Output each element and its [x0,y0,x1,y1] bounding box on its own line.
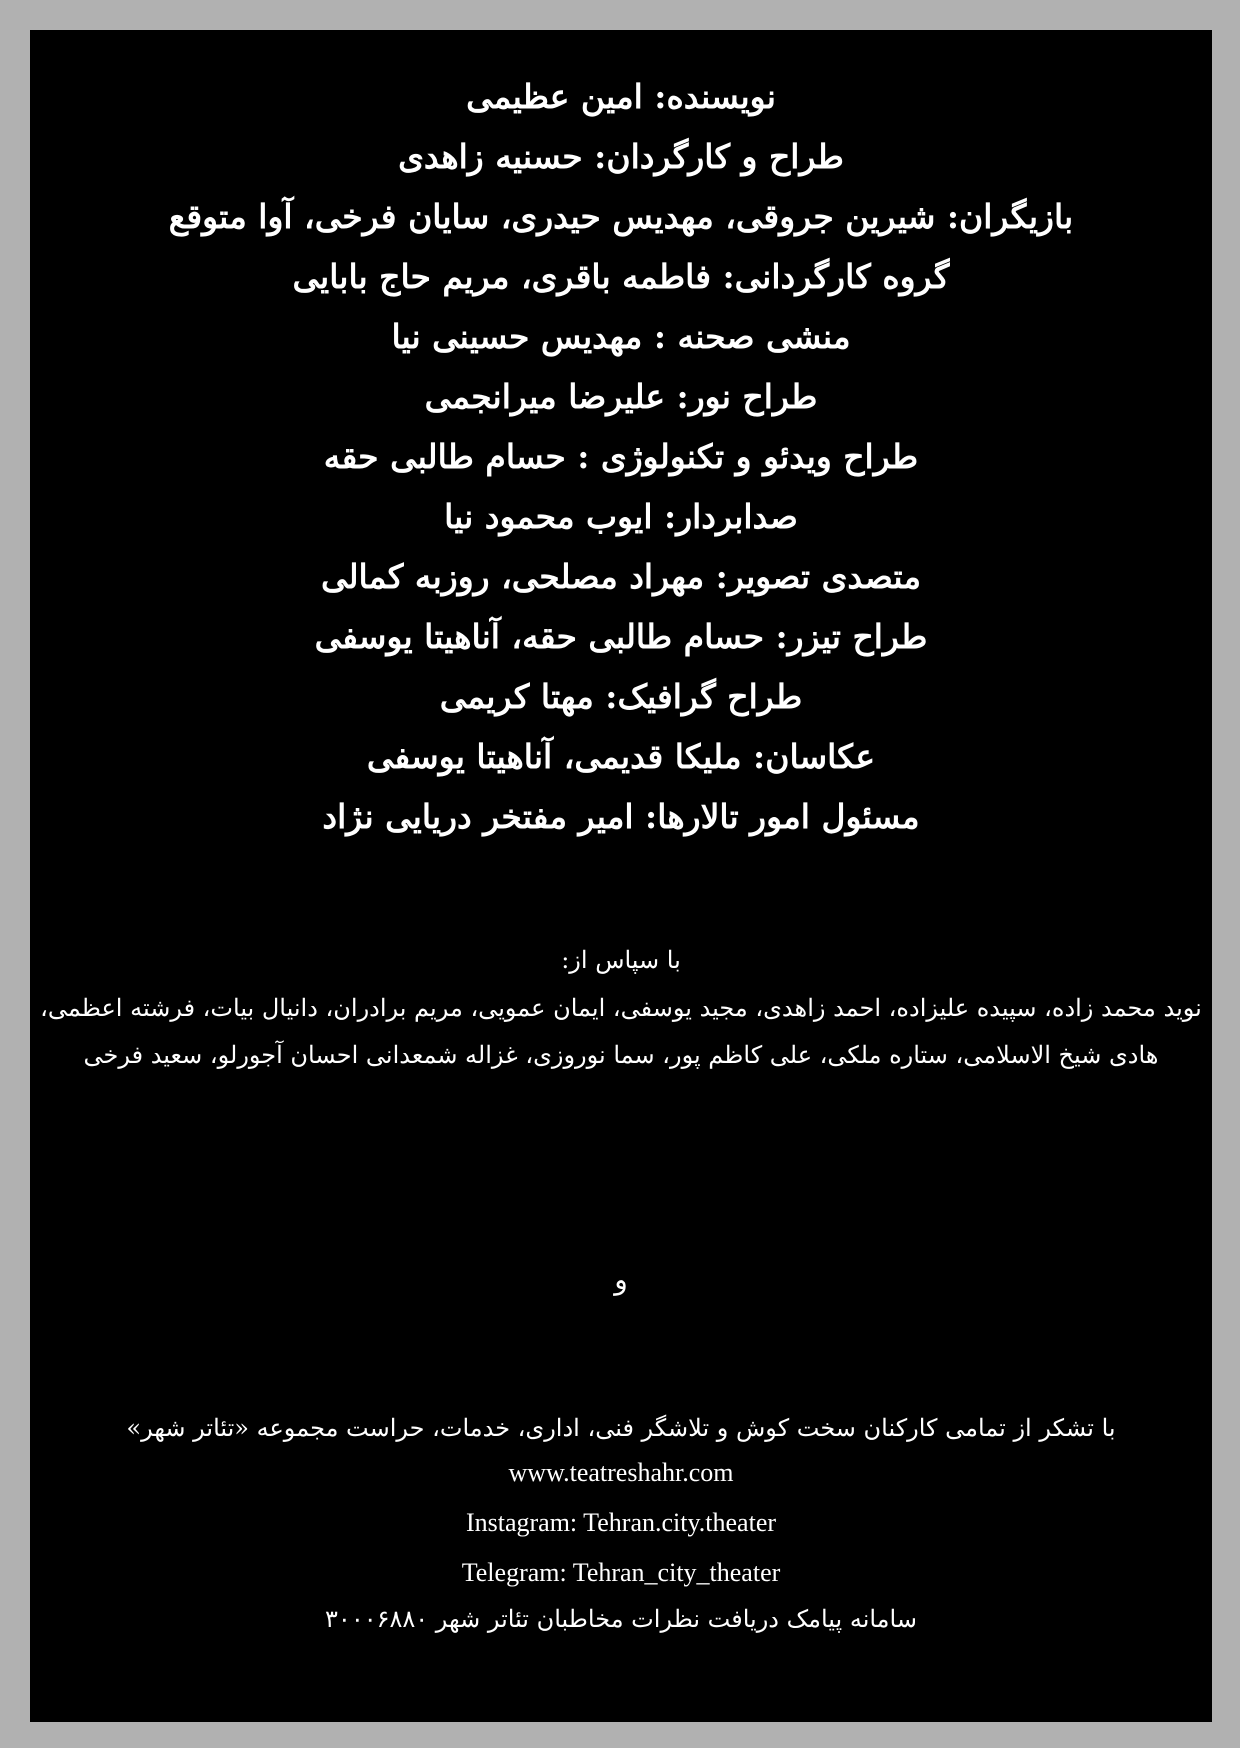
sms-service: سامانه پیامک دریافت نظرات مخاطبان تئاتر شهر ۳۰۰۰۶۸۸۰ [325,1605,917,1633]
credit-teaser: طراح تیزر: حسام طالبی حقه، آناهیتا یوسفی [314,617,928,656]
credit-graphic: طراح گرافیک: مهتا کریمی [439,677,803,716]
staff-thanks: با تشکر از تمامی کارکنان سخت کوش و تلاشگر فنی، اداری، خدمات، حراست مجموعه «تئاتر شهر» [126,1414,1116,1442]
credit-writer: نویسنده: امین عظیمی [466,77,776,116]
credits-page [30,30,1212,1722]
credit-image-operator: متصدی تصویر: مهراد مصلحی، روزبه کمالی [321,557,921,596]
credit-hall-affairs: مسئول امور تالارها: امیر مفتخر دریایی نژاد [322,797,920,836]
credit-directing-team: گروه کارگردانی: فاطمه باقری، مریم حاج بابایی [292,257,950,296]
credit-cast: بازیگران: شیرین جروقی، مهدیس حیدری، سایان فرخی، آوا متوقع [168,197,1074,236]
credit-stage-manager: منشی صحنه : مهدیس حسینی نیا [391,317,851,356]
thanks-heading: با سپاس از: [561,946,681,974]
telegram-handle[interactable]: Telegram: Tehran_city_theater [461,1558,781,1587]
credit-photographers: عکاسان: ملیکا قدیمی، آناهیتا یوسفی [366,737,876,776]
website-link[interactable]: www.teatreshahr.com [508,1458,734,1487]
conjunction: و [614,1263,628,1296]
credit-sound: صدابردار: ایوب محمود نیا [444,497,798,536]
credit-director: طراح و کارگردان: حسنیه زاهدی [398,137,844,176]
instagram-handle[interactable]: Instagram: Tehran.city.theater [465,1508,777,1537]
credit-lighting: طراح نور: علیرضا میرانجمی [424,377,818,416]
credit-video: طراح ویدئو و تکنولوژی : حسام طالبی حقه [323,437,919,476]
thanks-names: نوید محمد زاده، سپیده علیزاده، احمد زاهدی، مجید یوسفی، ایمان عمویی، مریم برادران، دانیال بیات، فرشته اعظمی، هادی شیخ الاسلامی، ستاره ملکی، علی کاظم پور، سما نوروزی، غزاله شمعدانی احسان آجورلو، سعید فرخی [40,994,1202,1069]
